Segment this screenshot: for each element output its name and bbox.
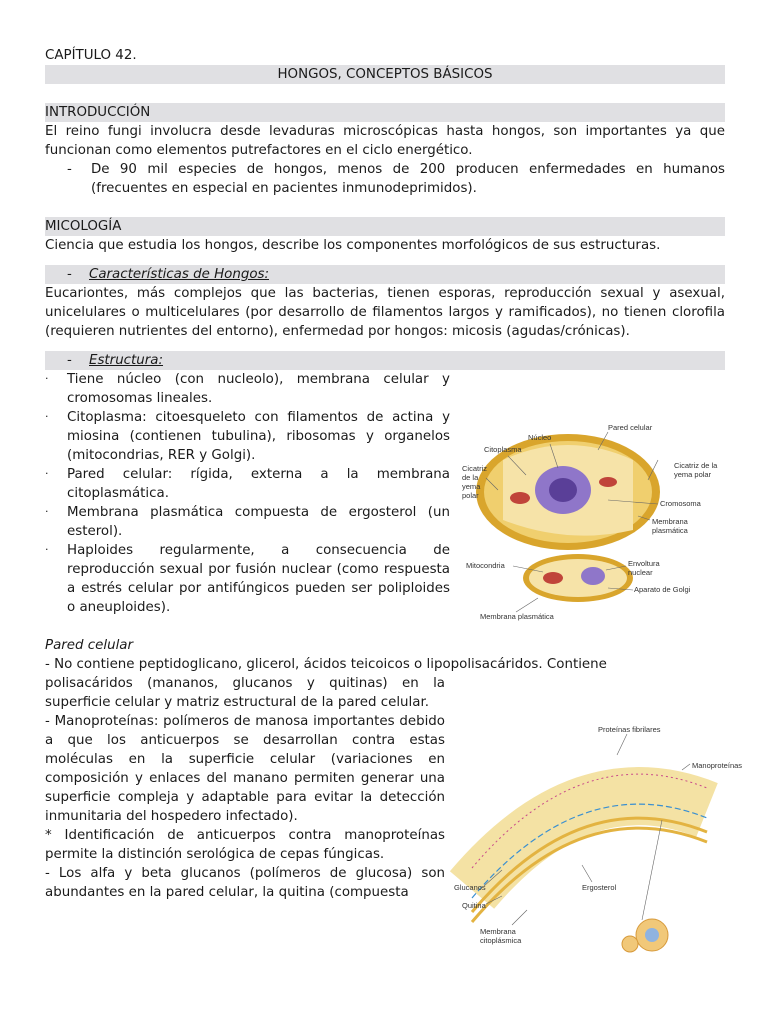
list-item: . Tiene núcleo (con nucleolo), membrana celular y cromosomas lineales. <box>45 369 450 406</box>
micologia-paragraph: Ciencia que estudia los hongos, describe los componentes morfológicos de sus estructuras. <box>45 238 661 253</box>
fig1-label-citoplasma: Citoplasma <box>484 445 522 454</box>
mitochondrion-shape <box>599 477 617 487</box>
fig1-label-cicatriz-3: yema <box>462 482 481 491</box>
caracteristicas-heading <box>45 265 725 284</box>
micologia-heading: MICOLOGÍA <box>45 217 725 236</box>
fig1-label-membrana-bottom: Membrana plasmática <box>480 612 554 621</box>
yeast-bud-inset <box>622 936 638 952</box>
fig1-label-cicatriz-4: polar <box>462 491 479 500</box>
fig1-label-nucleo: Núcleo <box>528 433 552 442</box>
bullet-marker: - <box>67 353 72 368</box>
fig1-label-cicatriz-2: de la <box>462 473 479 482</box>
pared-column <box>45 674 445 902</box>
fig2-label-membrana-2: citoplásmica <box>480 936 522 945</box>
fig1-label-envoltura-1: Envoltura <box>628 559 660 568</box>
caracteristicas-title: Características de Hongos: <box>89 267 270 282</box>
list-item: . Citoplasma: citoesqueleto con filamentos de actina y miosina (contienen tubulina), ribosomas y organelos (mitocondrias, RER y Golgi). <box>45 407 450 463</box>
mitochondrion-shape <box>510 492 530 504</box>
fig1-label-cicatriz-1: Cicatriz <box>462 464 488 473</box>
nucleolus-shape <box>549 478 577 502</box>
fig1-label-membrana-2: plasmática <box>652 526 688 535</box>
fig2-label-quitina: Quitina <box>462 901 486 910</box>
fig1-label-golgi: Aparato de Golgi <box>634 585 691 594</box>
intro-paragraph: El reino fungi involucra desde levaduras microscópicas hasta hongos, son importantes ya que funcionan como elementos putrefactores en el ciclo energético. <box>45 124 725 158</box>
pared-lead: - No contiene peptidoglicano, glicerol, ácidos teicoicos o lipopolisacáridos. Contiene <box>45 657 607 672</box>
fig2-label-manoproteinas: Manoproteínas <box>692 761 743 770</box>
pared-text-c: * Identificación de anticuerpos contra manoproteínas permite la distinción serológica de cepas fúngicas. <box>45 828 445 862</box>
bullet-marker: - <box>67 267 72 282</box>
fig2-label-membrana-1: Membrana <box>480 927 516 936</box>
intro-bullet <box>45 160 725 198</box>
fig1-label-membrana-1: Membrana <box>652 517 688 526</box>
mitochondrion-shape <box>543 572 563 584</box>
fig2-label-fibrilares: Proteínas fibrilares <box>598 725 661 734</box>
fig2-label-glucanos: Glucanos <box>454 883 486 892</box>
cell-wall-figure <box>452 720 743 956</box>
fig1-label-cromosoma: Cromosoma <box>660 499 701 508</box>
estructura-heading <box>45 351 725 370</box>
nucleus-shape <box>581 567 605 585</box>
chapter-number: CAPÍTULO 42. <box>45 48 137 63</box>
fig1-label-mitocondria: Mitocondria <box>466 561 505 570</box>
fig2-label-ergosterol: Ergosterol <box>582 883 617 892</box>
pared-text-a: polisacáridos (mananos, glucanos y quitinas) en la superficie celular y matriz estructural de la pared celular. <box>45 676 445 710</box>
document-title: HONGOS, CONCEPTOS BÁSICOS <box>45 65 725 84</box>
fig1-label-cicatriz-r1: Cicatriz de la <box>674 461 718 470</box>
pared-text-d: - Los alfa y beta glucanos (polímeros de glucosa) son abundantes en la pared celular, la quitina (compuesta <box>45 866 445 900</box>
intro-bullet-text: De 90 mil especies de hongos, menos de 200 producen enfermedades en humanos (frecuentes en especial en pacientes inmunodeprimidos). <box>91 162 725 196</box>
yeast-nucleus-inset <box>645 928 659 942</box>
list-item: . Membrana plasmática compuesta de ergosterol (un esterol). <box>45 502 450 539</box>
pared-text-b: - Manoproteínas: polímeros de manosa importantes debido a que los anticuerpos se desarrollan contra estas moléculas en la superficie celular (variaciones en composición y enlaces del manano permiten generar una superficie compleja y adaptable para evitar la detección inmunitaria del hospedero infectado). <box>45 714 445 824</box>
fig1-label-pared: Pared celular <box>608 423 653 432</box>
yeast-cell-figure <box>458 420 728 625</box>
estructura-title: Estructura: <box>89 353 164 368</box>
bullet-marker: - <box>67 162 72 177</box>
dividing-cell-group <box>523 554 633 602</box>
intro-heading: INTRODUCCIÓN <box>45 103 725 122</box>
list-item: . Pared celular: rígida, externa a la membrana citoplasmática. <box>45 464 450 501</box>
fig1-label-cicatriz-r2: yema polar <box>674 470 712 479</box>
list-item: . Haploides regularmente, a consecuencia de reproducción sexual por fusión nuclear (como respuesta a estrés celular por antifúngicos pueden ser poliploides o aneuploides). <box>45 540 450 615</box>
fig1-label-envoltura-2: nuclear <box>628 568 653 577</box>
caracteristicas-text: Eucariontes, más complejos que las bacterias, tienen esporas, reproducción sexual y asexual, unicelulares o multicelulares (por desarrollo de filamentos largos y ramificados), no tienen clorofila (requieren nutrientes del entorno), enfermedad por hongos: micosis (agudas/crónicas). <box>45 286 725 339</box>
pared-heading: Pared celular <box>45 638 134 653</box>
estructura-list <box>45 370 450 617</box>
